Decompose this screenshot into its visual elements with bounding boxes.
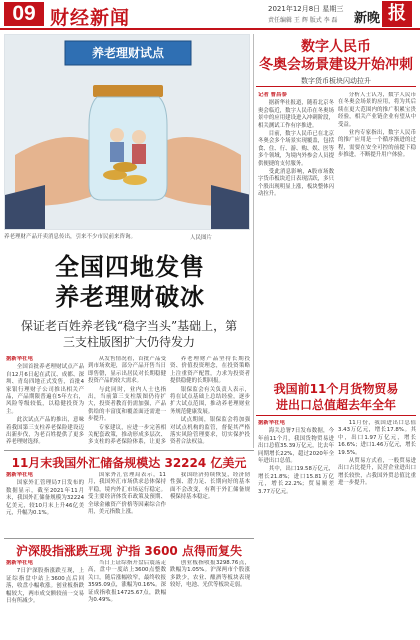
digital-rmb-byline: 记者 曹昌泰 bbox=[258, 92, 287, 98]
trade-byline: 据新华社电 bbox=[258, 420, 285, 426]
lead-column-2 bbox=[88, 356, 166, 446]
lead-paragraph: 养老理财产品坚持长期投资、价值投资理念，在投资策略上注重资产配置，力求为投资者提供稳健的长期回报。 bbox=[170, 356, 250, 385]
lead-photo bbox=[4, 34, 250, 230]
digital-rmb-paragraph: 分析人士认为，数字人民币在冬奥会场景的应用，将为其后续在更大范围内的推广积累宝贵经验，相关产业链企业有望从中受益。 bbox=[338, 92, 416, 128]
forex-column-3 bbox=[170, 472, 250, 532]
editor-line: 责任编辑 王 辉 版式 李 磊 bbox=[268, 17, 338, 24]
photo-credit: 人民图片 bbox=[190, 235, 213, 241]
lead-column-3 bbox=[170, 356, 250, 446]
logo-mark: 报 bbox=[382, 1, 412, 27]
digital-rmb-paragraph: 目前，数字人民币已在北京冬奥会多个场景实现覆盖，包括食、住、行、游、购、娱、医等多个领域，为境内外参会人员提供便捷的支付服务。 bbox=[258, 131, 334, 167]
lead-subhead bbox=[6, 318, 252, 350]
stock-paragraph: 7日沪深股指涨跌互现，上证综指盘中站上3600点后回落，收盘小幅收涨。创业板指跌幅较大，两市成交额较前一交易日有所减少。 bbox=[6, 568, 84, 605]
stock-headline: 沪深股指涨跌互现 沪指 3600 点得而复失 bbox=[16, 544, 242, 558]
digital-rmb-title-line-1: 数字人民币 bbox=[301, 39, 371, 55]
column-divider bbox=[253, 34, 254, 448]
digital-rmb-column-2 bbox=[338, 92, 416, 374]
digital-rmb-title-line-2: 冬奥会场景建设开始冲刺 bbox=[259, 57, 413, 73]
digital-rmb-rule bbox=[256, 86, 416, 87]
headline-line-2: 养老理财破冰 bbox=[55, 283, 205, 311]
forex-column-2 bbox=[88, 472, 166, 532]
issue-date: 2021年12月8日 星期三 bbox=[268, 5, 344, 13]
forex-column-1 bbox=[6, 472, 84, 532]
digital-rmb-paragraph: 受此消息影响，A股市场数字货币板块近日表现活跃，多只个股出现明显上涨，板块整体闪动拉升。 bbox=[258, 169, 334, 198]
photo-illustration bbox=[5, 35, 250, 230]
lead-headline bbox=[10, 252, 250, 312]
lead-paragraph: 从发售情况看，首批产品受到市场欢迎，部分产品开售当日即售罄，显示出居民对长期稳健投资产品的较大需求。 bbox=[88, 356, 166, 385]
trade-paragraph: 海关总署7日发布数据，今年前11个月，我国货物贸易进出口总值35.39万亿元，比去年同期增长22%，超过2020年全年进出口总值。 bbox=[258, 428, 334, 465]
digital-rmb-headline bbox=[256, 38, 416, 74]
lead-paragraph: 此次试点产品的推出，意味着我国第三支柱养老保险建设迈出新步伐，为老百姓提供了更多养老理财选择。 bbox=[6, 417, 84, 446]
lead-paragraph: 银保监会有关负责人表示，将在试点基础上总结经验，逐步扩大试点范围，推动养老理财业务规范健康发展。 bbox=[170, 386, 250, 415]
sign-text: 养老理财试点 bbox=[91, 46, 165, 60]
lead-paragraph: 与此同时，业内人士也指出，当前第三支柱版图仍待扩大，投资者教育仍需加强，产品供给的丰富度和覆盖面还需进一步提升。 bbox=[88, 386, 166, 423]
section-title: 财经新闻 bbox=[50, 7, 131, 29]
section-rule bbox=[4, 450, 254, 451]
lead-paragraph: 全国首批养老理财试点产品自12月6日起在武汉、成都、深圳、青岛四地正式发售，首批4家银行理财子公司推出相关产品，产品期限普遍在5年左右，风险等级较低，以稳健投资为主。 bbox=[6, 364, 84, 415]
forex-headline: 11月末我国外汇储备规模达 32224 亿美元 bbox=[11, 456, 247, 470]
trade-column-2 bbox=[338, 420, 416, 630]
forex-paragraph: 国家外汇管理局7日发布的数据显示，截至2021年11月末，我国外汇储备规模为32224亿美元，较10月末上升46亿美元，升幅为0.1%。 bbox=[6, 480, 84, 517]
photo-caption: 养老理财产品开卖消息传出，引来不少市民前来咨询。 bbox=[4, 234, 137, 240]
section-rule bbox=[4, 538, 254, 539]
subhead-line-1: 保证老百姓养老钱“稳字当头”基础上，第 bbox=[20, 319, 238, 333]
headline-line-1: 全国四地发售 bbox=[55, 253, 205, 281]
digital-rmb-column-1 bbox=[258, 92, 334, 374]
trade-rule bbox=[256, 415, 416, 416]
lead-paragraph: 试点期间，银保监会将加强对试点机构的监管，督促其严格落实风险管理要求，切实保护投资者合法权益。 bbox=[170, 417, 250, 446]
trade-title-line-2: 进出口总值超去年全年 bbox=[275, 398, 396, 412]
forex-paragraph: 我国经济持续恢复，经济韧性强、潜力足、长期向好的基本面不会改变，有利于外汇储备规模保持基本稳定。 bbox=[170, 472, 250, 501]
trade-headline bbox=[256, 381, 416, 413]
subhead-line-2: 三支柱版图扩大仍待发力 bbox=[62, 335, 195, 349]
forex-paragraph: 国家外汇管理局表示，11月，我国外汇市场供求总体保持平稳，境内外汇市场运行稳定。受主要经济体货币政策及预期、全球金融资产价格等因素综合作用，美元指数上涨。 bbox=[88, 472, 166, 516]
lead-column-1 bbox=[6, 356, 84, 446]
digital-rmb-paragraph: 业内专家指出，数字人民币的推广应用是一个循序渐进的过程，需要在安全可控的前提下稳步推进，不断提升用户体验。 bbox=[338, 130, 416, 159]
lead-paragraph: 专家建议，应进一步完善相关配套政策，推动形成多层次、多支柱的养老保险体系，让更多 bbox=[88, 424, 166, 446]
logo-text: 新晚 bbox=[354, 11, 381, 26]
newspaper-logo bbox=[352, 1, 418, 28]
lead-byline: 据新华社电 bbox=[6, 356, 33, 362]
digital-rmb-subtitle: 数字货币板块闪动拉升 bbox=[301, 77, 371, 85]
stock-column-2 bbox=[88, 560, 166, 636]
digital-rmb-paragraph: 据新华社报道，随着北京冬奥会临近，数字人民币在冬奥场景中的应用建设进入冲刺阶段，相关测试工作有序推进。 bbox=[258, 100, 334, 129]
page-number: 09 bbox=[4, 2, 44, 26]
trade-title-line-1: 我国前11个月货物贸易 bbox=[273, 382, 399, 396]
stock-paragraph: 当日上证综指开盘后震荡走高，盘中一度站上3600点整数关口，随后涨幅收窄，最终收报3595.09点，涨幅为0.16%。深证成指收报14725.67点，跌幅为0.49%。 bbox=[88, 560, 166, 604]
stock-column-1 bbox=[6, 560, 84, 636]
masthead bbox=[0, 0, 420, 30]
stock-paragraph: 创业板指收报3298.76点，跌幅为1.05%。沪深两市个股涨多跌少，农业、酿酒等板块表现较好，电池、光伏等板块走弱。 bbox=[170, 560, 250, 589]
trade-paragraph: 从贸易方式看，一般贸易进出口占比提升，民营企业进出口增长较快，占我国外贸总值比重进一步提升。 bbox=[338, 458, 416, 487]
trade-column-1 bbox=[258, 420, 334, 630]
stock-column-3 bbox=[170, 560, 250, 636]
stock-byline: 据新华社电 bbox=[6, 560, 33, 566]
trade-paragraph: 11月份，我国进出口总值3.43万亿元，增长17.8%。其中，出口1.97万亿元，增长16.6%；进口1.46万亿元，增长19.5%。 bbox=[338, 420, 416, 456]
forex-byline: 据新华社电 bbox=[6, 472, 33, 478]
trade-paragraph: 其中，出口19.58万亿元，增长21.8%；进口15.81万亿元，增长22.2%；贸易顺差3.77万亿元。 bbox=[258, 466, 334, 495]
